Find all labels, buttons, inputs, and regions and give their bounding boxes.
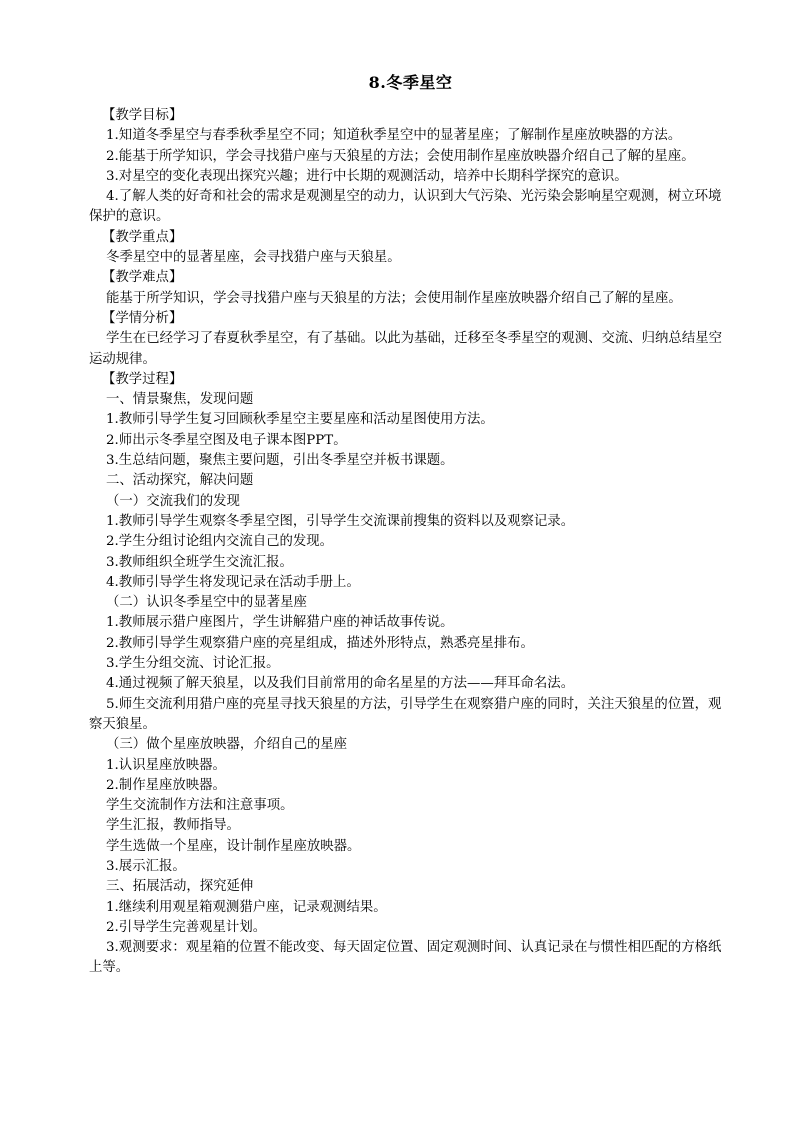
- paragraph: 【学情分析】: [102, 310, 183, 326]
- paragraph: 三、拓展活动，探究延伸: [89, 879, 254, 895]
- paragraph: 3.对星空的变化表现出探究兴趣；进行中长期的观测活动，培养中长期科学探究的意识。: [89, 168, 628, 184]
- paragraph: 二、活动探究，解决问题: [89, 473, 254, 489]
- paragraph: 3.生总结问题，聚焦主要问题，引出冬季星空并板书课题。: [89, 453, 454, 469]
- paragraph: 【教学目标】: [102, 108, 183, 123]
- document-page: [89, 70, 732, 979]
- paragraph: 4.教师引导学生将发现记录在活动手册上。: [89, 574, 360, 590]
- paragraph: 1.教师展示猎户座图片，学生讲解猎户座的神话故事传说。: [89, 615, 454, 631]
- paragraph: 2.制作星座放映器。: [89, 777, 226, 793]
- paragraph: 3.教师组织全班学生交流汇报。: [89, 554, 293, 570]
- paragraph: 3.观测要求：观星箱的位置不能改变、每天固定位置、固定观测时间、认真记录在与惯性相匹配的方格纸上等。: [89, 940, 722, 976]
- paragraph: 5.师生交流利用猎户座的亮星寻找天狼星的方法，引导学生在观察猎户座的同时，关注天狼星的位置，观察天狼星。: [89, 696, 722, 732]
- paragraph: （三）做个星座放映器，介绍自己的星座: [89, 737, 348, 753]
- paragraph: （一）交流我们的发现: [89, 493, 240, 509]
- paragraph: 1.教师引导学生复习回顾秋季星空主要星座和活动星图使用方法。: [89, 412, 494, 428]
- paragraph: 一、情景聚焦，发现问题: [89, 392, 254, 408]
- paragraph: 1.认识星座放映器。: [89, 757, 226, 773]
- document-title: 8.冬季星空: [368, 73, 453, 92]
- paragraph: 1.教师引导学生观察冬季星空图，引导学生交流课前搜集的资料以及观察记录。: [89, 513, 575, 529]
- paragraph: 4.了解人类的好奇和社会的需求是观测星空的动力，认识到大气污染、光污染会影响星空观测，树立环境保护的意识。: [89, 189, 722, 225]
- paragraph: 1.继续利用观星箱观测猎户座，记录观测结果。: [89, 899, 387, 915]
- paragraph: 3.展示汇报。: [89, 858, 186, 874]
- paragraph: 4.通过视频了解天狼星，以及我们目前常用的命名星星的方法——拜耳命名法。: [89, 676, 575, 692]
- paragraph: 2.师出示冬季星空图及电子课本图PPT。: [89, 432, 347, 448]
- paragraph: 【教学难点】: [102, 270, 183, 286]
- paragraph: 1.知道冬季星空与春季秋季星空不同；知道秋季星空中的显著星座；了解制作星座放映器的方法。: [89, 128, 682, 144]
- paragraph: 2.引导学生完善观星计划。: [89, 919, 267, 935]
- paragraph: 2.教师引导学生观察猎户座的亮星组成，描述外形特点，熟悉亮星排布。: [89, 635, 534, 651]
- document-body: [89, 106, 732, 979]
- paragraph: 学生汇报，教师指导。: [89, 818, 240, 834]
- paragraph: （二）认识冬季星空中的显著星座: [89, 595, 307, 611]
- paragraph: 冬季星空中的显著星座，会寻找猎户座与天狼星。: [89, 250, 401, 266]
- paragraph: 【教学重点】: [102, 229, 183, 245]
- paragraph: 2.能基于所学知识，学会寻找猎户座与天狼星的方法；会使用制作星座放映器介绍自己了解的星座。: [89, 148, 695, 164]
- paragraph: 能基于所学知识，学会寻找猎户座与天狼星的方法；会使用制作星座放映器介绍自己了解的星座。: [89, 290, 682, 306]
- paragraph: 3.学生分组交流、讨论汇报。: [89, 656, 280, 672]
- paragraph: 学生选做一个星座，设计制作星座放映器。: [89, 838, 361, 854]
- paragraph: 学生在已经学习了春夏秋季星空，有了基础。以此为基础，迁移至冬季星空的观测、交流、归纳总结星空运动规律。: [89, 331, 722, 367]
- paragraph: 学生交流制作方法和注意事项。: [89, 798, 294, 814]
- paragraph: 2.学生分组讨论组内交流自己的发现。: [89, 534, 334, 550]
- paragraph: 【教学过程】: [102, 371, 183, 387]
